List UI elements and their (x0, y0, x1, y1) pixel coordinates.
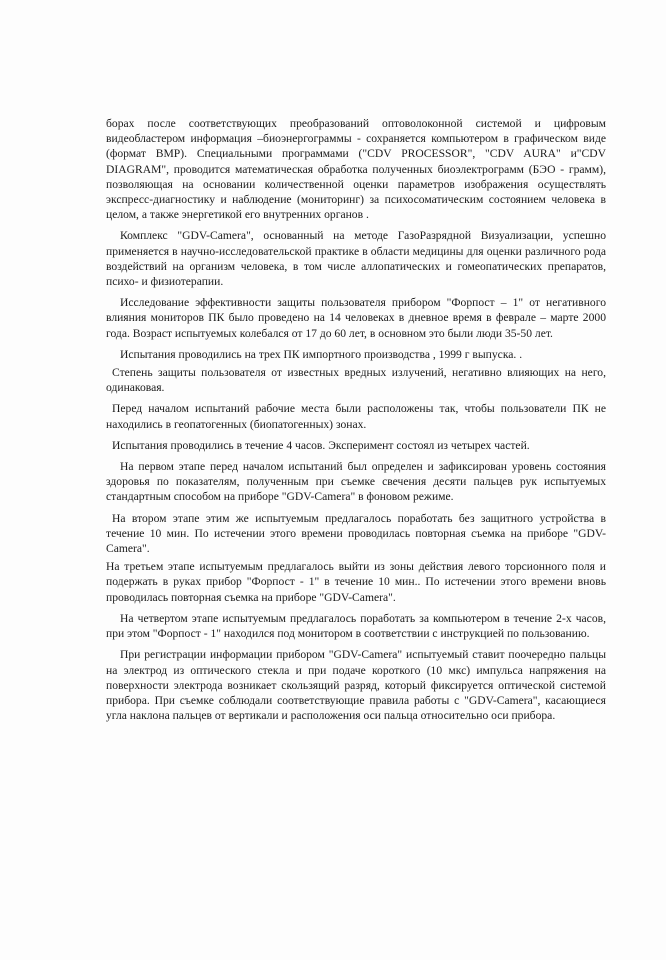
paragraph-7: Испытания проводились в течение 4 часов. Эксперимент состоял из четырех частей. (112, 438, 530, 452)
paragraph-12: При регистрации информации прибором "GDV-Camera" испытуемый ставит поочередно пальцы на электрод из оптического стекла и при подаче короткого (10 мкс) импульса напряжения на поверхности электрода возникает скользящий разряд, который фиксируется оптической системой прибора. При съемке соблюдали соответствующие правила работы с "GDV-Camera", касающиеся угла наклона пальцев от вертикали и расположения оси пальца относительно оси прибора. (106, 648, 606, 723)
paragraph-2: Комплекс "GDV-Camera", основанный на методе ГазоРазрядной Визуализации, успешно применяется в научно-исследовательской практике в области медицины для оценки различного рода воздействий на организм человека, в том числе аллопатических и гомеопатических препаратов, психо- и физиотерапии. (106, 229, 606, 289)
paragraph-9: На втором этапе этим же испытуемым предлагалось поработать без защитного устройства в течение 10 мин. По истечении этого времени проводилась повторная съемка на приборе "GDV-Camera". (106, 511, 606, 556)
paragraph-6: Перед началом испытаний рабочие места были расположены так, чтобы пользователи ПК не находились в геопатогенных (биопатогенных) зонах. (106, 402, 606, 431)
paragraph-8: На первом этапе перед началом испытаний был определен и зафиксирован уровень состояния здоровья по показателям, полученным при съемке свечения десяти пальцев рук испытуемых стандартным способом на приборе "GDV-Camera" в фоновом режиме. (106, 460, 606, 504)
paragraph-11: На четвертом этапе испытуемым предлагалось поработать за компьютером в течение 2-х часов, при этом "Форпост - 1" находился под монитором в соответствии с инструкцией по пользованию. (106, 611, 606, 641)
paragraph-5: Степень защиты пользователя от известных вредных излучений, негативно влияющих на него, одинаковая. (106, 366, 606, 395)
paragraph-10: На третьем этапе испытуемым предлагалось выйти из зоны действия левого торсионного поля и подержать в руках прибор "Форпост - 1" в течение 10 мин.. По истечении этого времени вновь проводилась повторная съемка на приборе "GDV-Camera". (106, 560, 606, 604)
paragraph-4: Испытания проводились на трех ПК импортного производства , 1999 г выпуска. . (120, 347, 523, 361)
paragraph-1: борах после соответствующих преобразований оптоволоконной системой и цифровым видеобластером информация –биоэнергограммы - сохраняется компьютером в графическом виде (формат BMP). Специальными программами ("CDV PROCESSOR", "CDV AURA" и"CDV DIAGRAM", проводится математическая обработка полученных биоэлектрограмм (БЭО - грамм), позволяющая на основании количественной оценки параметров изображения осуществлять экспресс-диагностику и наблюдение (мониторинг) за психосоматическим состоянием человека в целом, а также энергетикой его внутренних органов . (106, 117, 606, 222)
paragraph-3: Исследование эффективности защиты пользователя прибором "Форпост – 1" от негативного влияния мониторов ПК было проведено на 14 человеках в дневное время в феврале – марте 2000 года. Возраст испытуемых колебался от 17 до 60 лет, в основном это были люди 35-50 лет. (106, 296, 606, 340)
document-body (106, 116, 606, 729)
